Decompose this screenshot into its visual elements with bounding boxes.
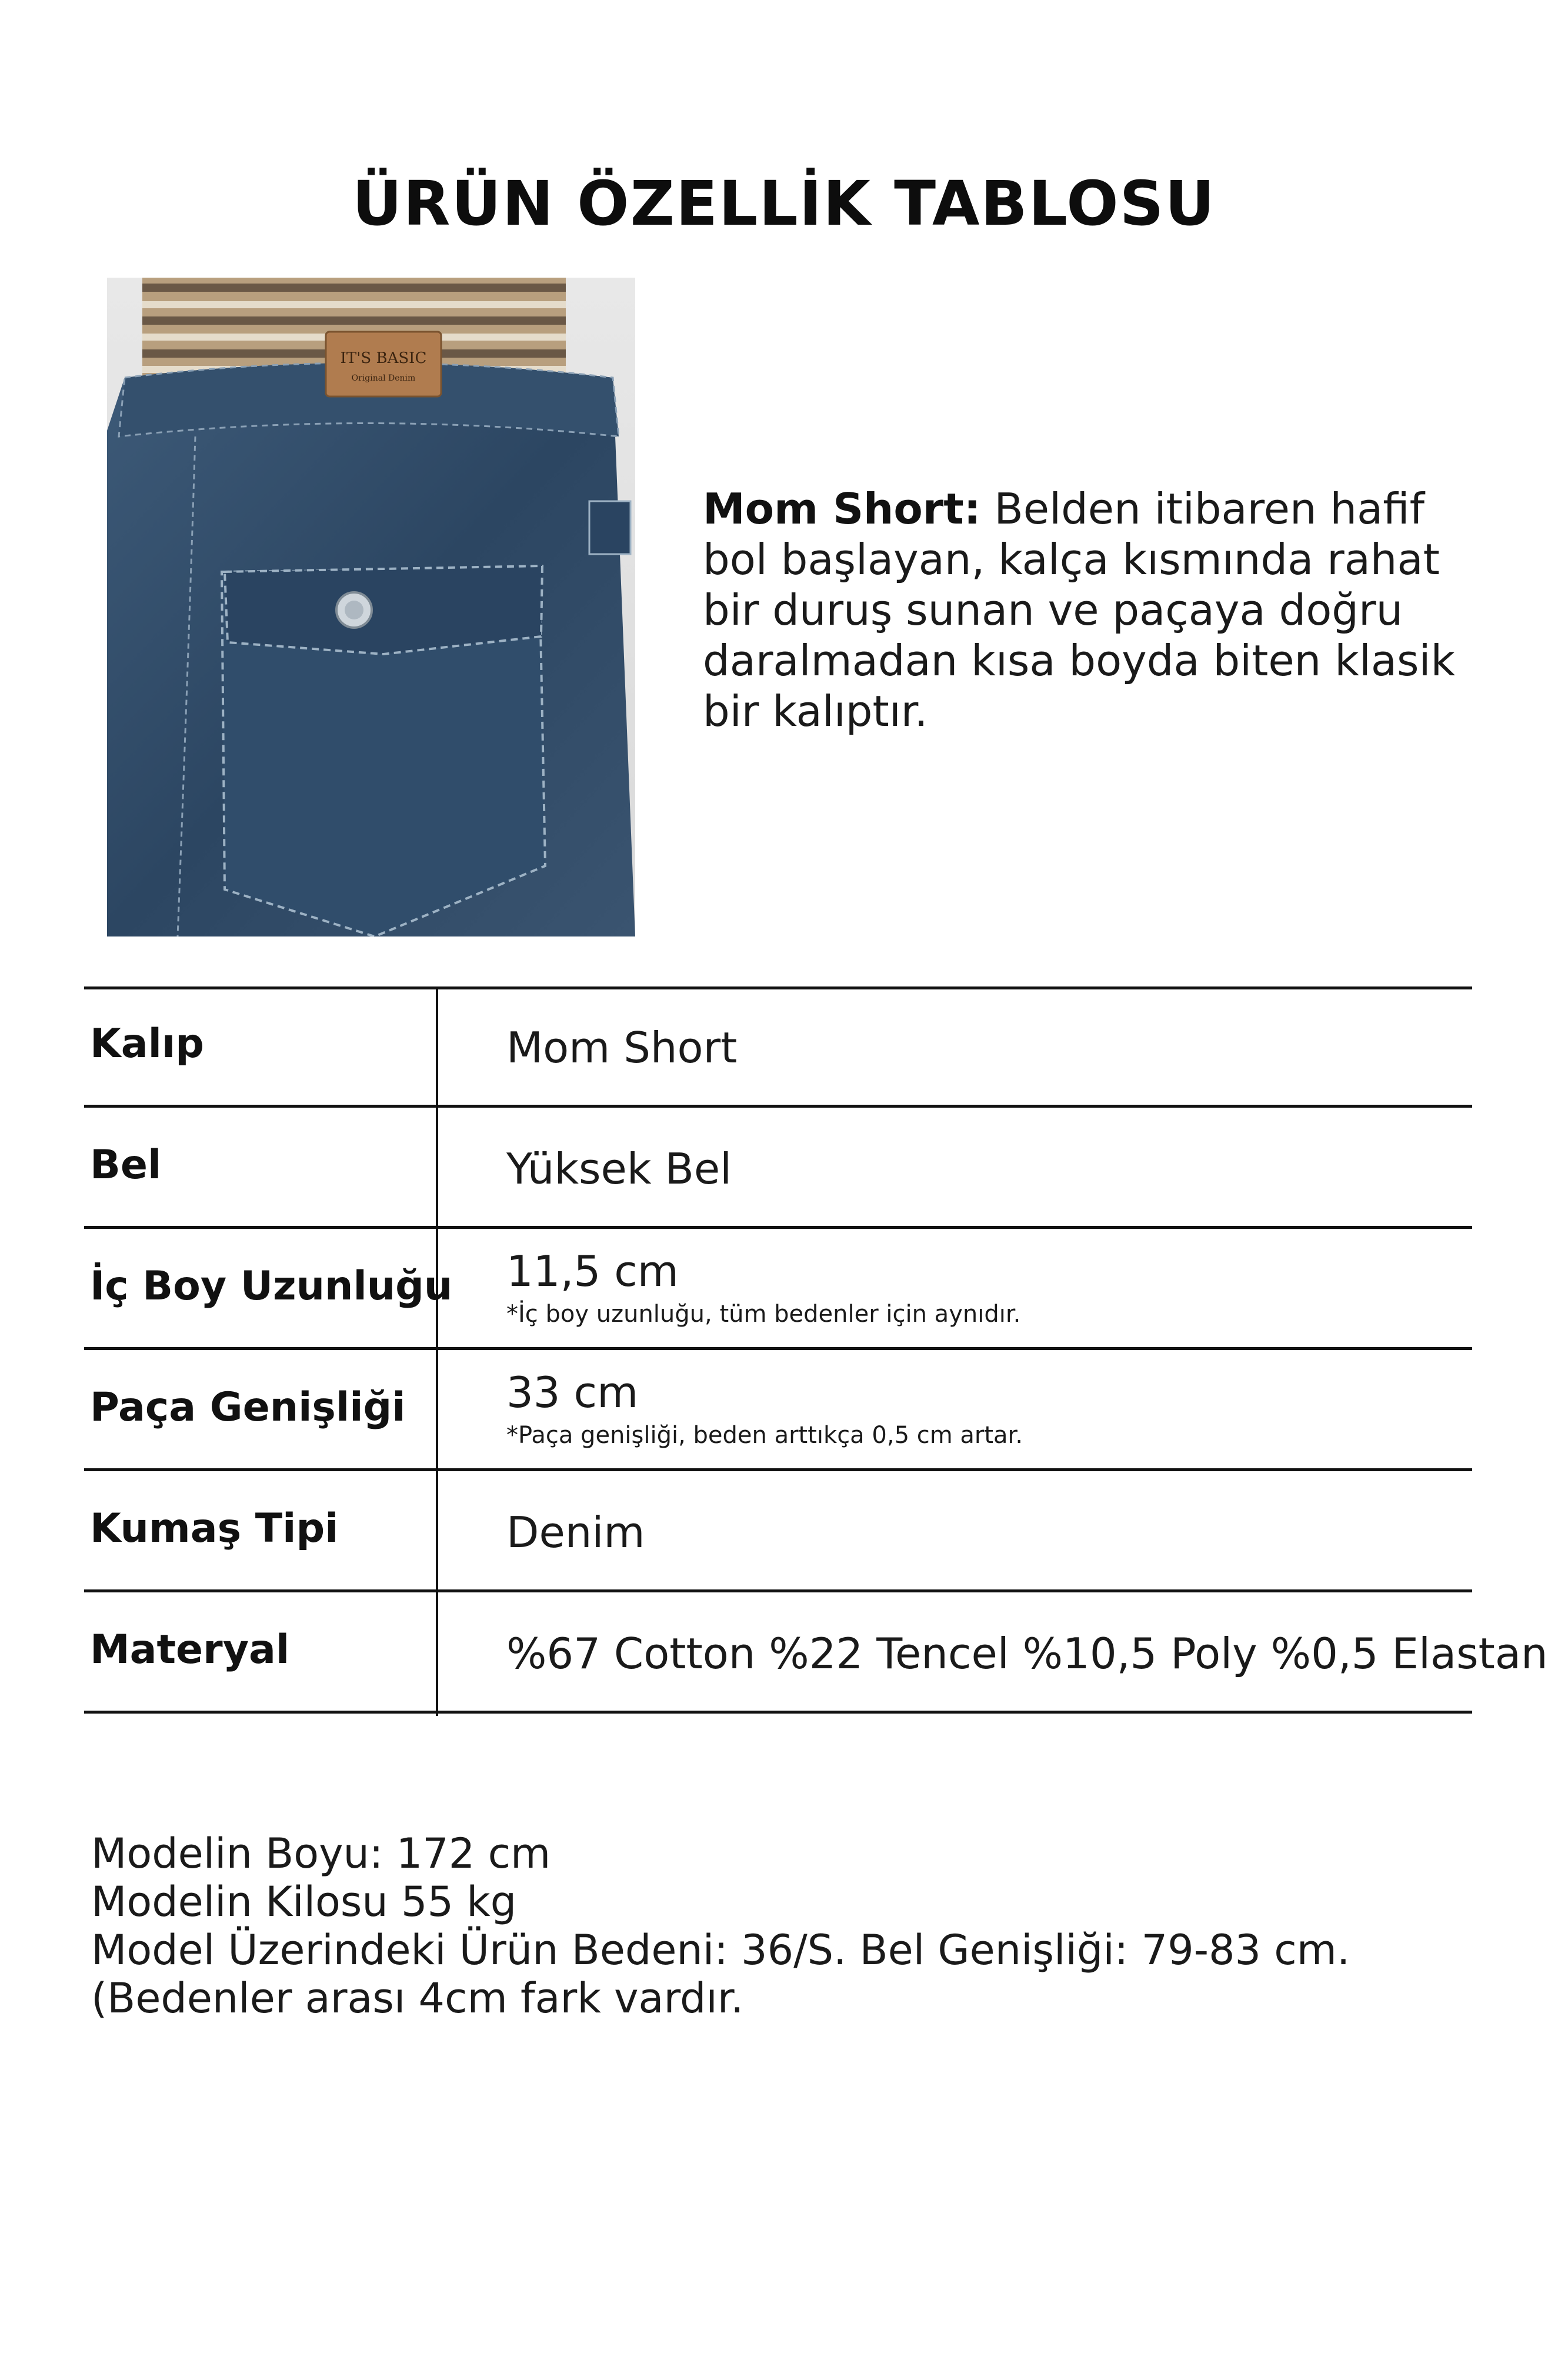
- row-note: *İç boy uzunluğu, tüm bedenler için aynıdır.: [506, 1301, 1021, 1328]
- model-size: Model Üzerindeki Ürün Bedeni: 36/S. Bel Genişliği: 79-83 cm. (Bedenler arası 4cm fark vardır.: [91, 1926, 1350, 2022]
- row-label: Paça Genişliği: [90, 1384, 406, 1431]
- description-name: Mom Short:: [703, 484, 981, 534]
- spec-table: [84, 986, 1548, 1714]
- row-label: Materyal: [90, 1627, 290, 1673]
- row-value: Mom Short: [506, 1023, 738, 1072]
- product-description: [703, 484, 1485, 736]
- row-label: Kumaş Tipi: [90, 1505, 339, 1552]
- row-value: 11,5 cm: [506, 1247, 679, 1296]
- table-row: [84, 1592, 1548, 1714]
- product-photo: [107, 278, 635, 936]
- table-row: [84, 1108, 1472, 1229]
- page-title: ÜRÜN ÖZELLİK TABLOSU: [352, 168, 1216, 239]
- label-sub-text: Original Denim: [351, 374, 416, 383]
- model-height: Modelin Boyu: 172 cm: [91, 1829, 551, 1878]
- model-info: [91, 1829, 1491, 2022]
- table-row: [84, 1471, 1472, 1592]
- row-value: Yüksek Bel: [506, 1144, 732, 1194]
- row-value: 33 cm: [506, 1368, 639, 1417]
- model-weight: Modelin Kilosu 55 kg: [91, 1878, 517, 1926]
- table-row: [84, 1229, 1472, 1350]
- table-row: [84, 986, 1472, 1108]
- table-row: [84, 1350, 1472, 1471]
- row-note: *Paça genişliği, beden arttıkça 0,5 cm artar.: [506, 1422, 1023, 1449]
- row-label: Kalıp: [90, 1021, 204, 1067]
- row-label: Bel: [90, 1142, 162, 1188]
- description-text: Belden itibaren hafif bol başlayan, kalça kısmında rahat bir duruş sunan ve paçaya doğru daralmadan kısa boyda biten klasik bir kalıptır.: [703, 484, 1456, 736]
- row-label: İç Boy Uzunluğu: [90, 1263, 453, 1309]
- row-value: %67 Cotton %22 Tencel %10,5 Poly %0,5 Elastan: [506, 1629, 1548, 1678]
- label-brand-text: IT'S BASIC: [340, 349, 427, 367]
- row-value: Denim: [506, 1508, 645, 1557]
